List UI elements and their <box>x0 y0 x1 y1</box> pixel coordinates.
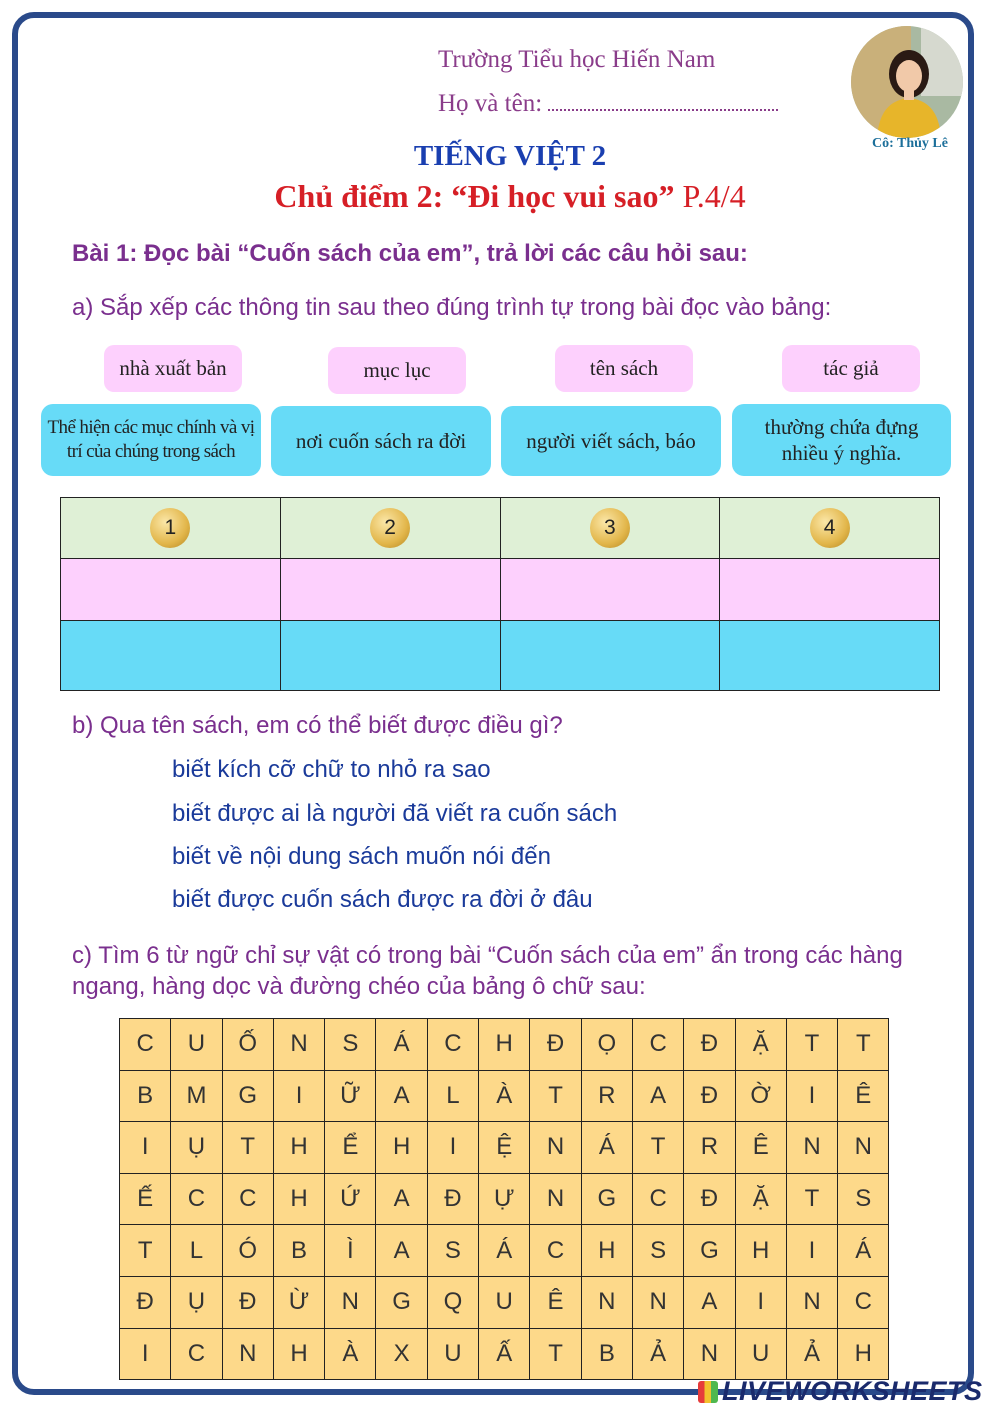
grid-cell[interactable]: Ê <box>530 1276 581 1328</box>
grid-cell[interactable]: Ể <box>325 1122 376 1174</box>
term-drop-row <box>61 559 940 621</box>
term-chip[interactable]: tên sách <box>555 345 693 392</box>
answer-option[interactable]: biết kích cỡ chữ to nhỏ ra sao <box>172 756 491 783</box>
grid-cell[interactable]: B <box>581 1328 632 1380</box>
grid-cell[interactable]: L <box>427 1070 478 1122</box>
term-drop-zone[interactable] <box>280 559 500 621</box>
grid-cell[interactable]: N <box>632 1276 683 1328</box>
grid-cell[interactable]: C <box>838 1276 889 1328</box>
grid-cell[interactable]: T <box>530 1328 581 1380</box>
grid-row <box>120 1276 889 1328</box>
grid-cell[interactable]: T <box>530 1070 581 1122</box>
grid-cell[interactable]: A <box>632 1070 683 1122</box>
grid-cell[interactable]: I <box>273 1070 324 1122</box>
grid-cell[interactable]: H <box>273 1328 324 1380</box>
word-search-grid <box>119 1018 889 1380</box>
grid-row <box>120 1173 889 1225</box>
theme-title-bold: Chủ điểm 2: “Đi học vui sao” <box>274 178 675 214</box>
grid-cell[interactable]: N <box>325 1276 376 1328</box>
number-badge: 1 <box>150 508 190 548</box>
meaning-drop-zone[interactable] <box>720 621 940 691</box>
grid-cell[interactable]: N <box>786 1122 837 1174</box>
answer-option[interactable]: biết được ai là người đã viết ra cuốn sách <box>172 800 618 827</box>
grid-cell[interactable]: C <box>171 1328 222 1380</box>
grid-cell[interactable]: N <box>786 1276 837 1328</box>
grid-cell[interactable]: I <box>120 1328 171 1380</box>
grid-cell[interactable]: C <box>171 1173 222 1225</box>
grid-cell[interactable]: L <box>171 1225 222 1277</box>
grid-cell[interactable]: Đ <box>684 1019 735 1071</box>
grid-cell[interactable]: N <box>273 1019 324 1071</box>
grid-cell[interactable]: C <box>530 1225 581 1277</box>
grid-cell[interactable]: H <box>838 1328 889 1380</box>
grid-cell[interactable]: À <box>325 1328 376 1380</box>
grid-cell[interactable]: I <box>427 1122 478 1174</box>
part-b-question: b) Qua tên sách, em có thể biết được điều gì? <box>72 712 563 739</box>
grid-cell[interactable]: Ự <box>479 1173 530 1225</box>
grid-cell[interactable]: Ì <box>325 1225 376 1277</box>
grid-cell[interactable]: Á <box>376 1019 427 1071</box>
grid-cell[interactable]: R <box>581 1070 632 1122</box>
grid-cell[interactable]: C <box>120 1019 171 1071</box>
grid-cell[interactable]: Đ <box>120 1276 171 1328</box>
grid-cell[interactable]: X <box>376 1328 427 1380</box>
grid-cell[interactable]: H <box>273 1122 324 1174</box>
term-chip[interactable]: mục lục <box>328 347 466 394</box>
grid-cell[interactable]: A <box>376 1173 427 1225</box>
grid-cell[interactable]: Ả <box>632 1328 683 1380</box>
grid-cell[interactable]: B <box>273 1225 324 1277</box>
grid-cell[interactable]: N <box>530 1122 581 1174</box>
grid-cell[interactable]: A <box>376 1070 427 1122</box>
grid-cell[interactable]: M <box>171 1070 222 1122</box>
meaning-drop-zone[interactable] <box>280 621 500 691</box>
grid-cell[interactable]: G <box>376 1276 427 1328</box>
grid-cell[interactable]: T <box>786 1019 837 1071</box>
grid-cell[interactable]: A <box>684 1276 735 1328</box>
logo-text: LIVEWORKSHEETS <box>722 1376 983 1406</box>
subject-title: TIẾNG VIỆT 2 <box>413 140 607 172</box>
grid-cell[interactable]: R <box>684 1122 735 1174</box>
number-badge: 4 <box>810 508 850 548</box>
grid-cell[interactable]: H <box>376 1122 427 1174</box>
grid-cell[interactable]: Ứ <box>325 1173 376 1225</box>
grid-cell[interactable]: Đ <box>427 1173 478 1225</box>
meaning-card[interactable]: Thể hiện các mục chính và vị trí của chúng trong sách <box>41 404 261 476</box>
grid-cell[interactable]: Ố <box>222 1019 273 1071</box>
grid-cell[interactable]: Đ <box>222 1276 273 1328</box>
grid-cell[interactable]: C <box>222 1173 273 1225</box>
grid-cell[interactable]: Ờ <box>735 1070 786 1122</box>
grid-cell[interactable]: Ụ <box>171 1122 222 1174</box>
liveworksheets-logo <box>698 1376 983 1407</box>
term-chip[interactable]: nhà xuất bản <box>104 345 242 392</box>
grid-cell[interactable]: Ế <box>120 1173 171 1225</box>
grid-cell[interactable]: S <box>325 1019 376 1071</box>
grid-cell[interactable]: Á <box>581 1122 632 1174</box>
name-label: Họ và tên: <box>438 90 543 117</box>
grid-cell[interactable]: A <box>376 1225 427 1277</box>
grid-cell[interactable]: H <box>273 1173 324 1225</box>
grid-row <box>120 1225 889 1277</box>
name-field-row <box>438 90 778 118</box>
teacher-caption: Cô: Thủy Lê <box>872 136 948 151</box>
grid-cell[interactable]: G <box>581 1173 632 1225</box>
grid-cell[interactable]: Đ <box>530 1019 581 1071</box>
grid-cell[interactable]: U <box>479 1276 530 1328</box>
logo-icon <box>698 1381 718 1403</box>
grid-row <box>120 1122 889 1174</box>
grid-row <box>120 1328 889 1380</box>
grid-cell[interactable]: À <box>479 1070 530 1122</box>
meaning-drop-row <box>61 621 940 691</box>
number-badge: 3 <box>590 508 630 548</box>
grid-cell[interactable]: G <box>684 1225 735 1277</box>
name-input-line[interactable] <box>548 97 778 111</box>
grid-cell[interactable]: Á <box>838 1225 889 1277</box>
grid-cell[interactable]: C <box>427 1019 478 1071</box>
meaning-card[interactable]: nơi cuốn sách ra đời <box>271 406 491 476</box>
grid-cell[interactable]: S <box>427 1225 478 1277</box>
grid-cell[interactable]: Ọ <box>581 1019 632 1071</box>
grid-cell[interactable]: S <box>838 1173 889 1225</box>
meaning-card[interactable]: thường chứa đựng nhiều ý nghĩa. <box>732 404 951 476</box>
grid-cell[interactable]: I <box>786 1070 837 1122</box>
grid-cell[interactable]: Q <box>427 1276 478 1328</box>
school-name: Trường Tiểu học Hiến Nam <box>438 46 716 73</box>
term-chip[interactable]: tác giả <box>782 345 920 392</box>
number-badge: 2 <box>370 508 410 548</box>
grid-cell[interactable]: U <box>427 1328 478 1380</box>
grid-cell[interactable]: Ụ <box>171 1276 222 1328</box>
grid-cell[interactable]: N <box>530 1173 581 1225</box>
grid-cell[interactable]: T <box>786 1173 837 1225</box>
grid-cell[interactable]: Ặ <box>735 1019 786 1071</box>
grid-row <box>120 1019 889 1071</box>
sequence-table <box>60 497 940 691</box>
term-drop-zone[interactable] <box>720 559 940 621</box>
grid-cell[interactable]: Ê <box>735 1122 786 1174</box>
grid-cell[interactable]: T <box>222 1122 273 1174</box>
grid-cell[interactable]: I <box>786 1225 837 1277</box>
term-drop-zone[interactable] <box>61 559 281 621</box>
grid-cell[interactable]: N <box>581 1276 632 1328</box>
grid-cell[interactable]: T <box>632 1122 683 1174</box>
grid-cell[interactable]: B <box>120 1070 171 1122</box>
grid-cell[interactable]: Ê <box>838 1070 889 1122</box>
meaning-drop-zone[interactable] <box>61 621 281 691</box>
grid-cell[interactable]: U <box>735 1328 786 1380</box>
grid-cell[interactable]: Ó <box>222 1225 273 1277</box>
grid-cell[interactable]: U <box>171 1019 222 1071</box>
part-a-instruction: a) Sắp xếp các thông tin sau theo đúng trình tự trong bài đọc vào bảng: <box>72 294 832 321</box>
grid-cell[interactable]: H <box>479 1019 530 1071</box>
meaning-drop-zone[interactable] <box>500 621 720 691</box>
answer-option[interactable]: biết về nội dung sách muốn nói đến <box>172 843 551 870</box>
grid-cell[interactable]: H <box>581 1225 632 1277</box>
grid-cell[interactable]: N <box>684 1328 735 1380</box>
grid-cell[interactable]: Ữ <box>325 1070 376 1122</box>
answer-option[interactable]: biết được cuốn sách được ra đời ở đâu <box>172 886 593 913</box>
grid-cell[interactable]: I <box>120 1122 171 1174</box>
theme-part: P.4/4 <box>674 178 746 214</box>
grid-cell[interactable]: C <box>632 1019 683 1071</box>
theme-title <box>0 178 1000 215</box>
grid-cell[interactable]: T <box>120 1225 171 1277</box>
part-c-instruction: c) Tìm 6 từ ngữ chỉ sự vật có trong bài “Cuốn sách của em” ẩn trong các hàng ngang, hàng dọc và đường chéo của bảng ô chữ sau: <box>72 942 903 1000</box>
grid-cell[interactable]: Á <box>479 1225 530 1277</box>
grid-cell[interactable]: Ả <box>786 1328 837 1380</box>
term-drop-zone[interactable] <box>500 559 720 621</box>
teacher-avatar <box>851 26 963 138</box>
grid-cell[interactable]: Ấ <box>479 1328 530 1380</box>
grid-cell[interactable]: Ệ <box>479 1122 530 1174</box>
grid-cell[interactable]: Ặ <box>735 1173 786 1225</box>
grid-cell[interactable]: S <box>632 1225 683 1277</box>
grid-cell[interactable]: I <box>735 1276 786 1328</box>
meaning-card[interactable]: người viết sách, báo <box>501 406 721 476</box>
grid-cell[interactable]: C <box>632 1173 683 1225</box>
grid-cell[interactable]: T <box>838 1019 889 1071</box>
grid-cell[interactable]: Đ <box>684 1173 735 1225</box>
exercise-heading: Bài 1: Đọc bài “Cuốn sách của em”, trả lời các câu hỏi sau: <box>72 240 748 267</box>
grid-cell[interactable]: H <box>735 1225 786 1277</box>
grid-cell[interactable]: Ừ <box>273 1276 324 1328</box>
sequence-number-row <box>61 498 940 559</box>
grid-cell[interactable]: N <box>838 1122 889 1174</box>
grid-row <box>120 1070 889 1122</box>
grid-cell[interactable]: Đ <box>684 1070 735 1122</box>
grid-cell[interactable]: G <box>222 1070 273 1122</box>
grid-cell[interactable]: N <box>222 1328 273 1380</box>
